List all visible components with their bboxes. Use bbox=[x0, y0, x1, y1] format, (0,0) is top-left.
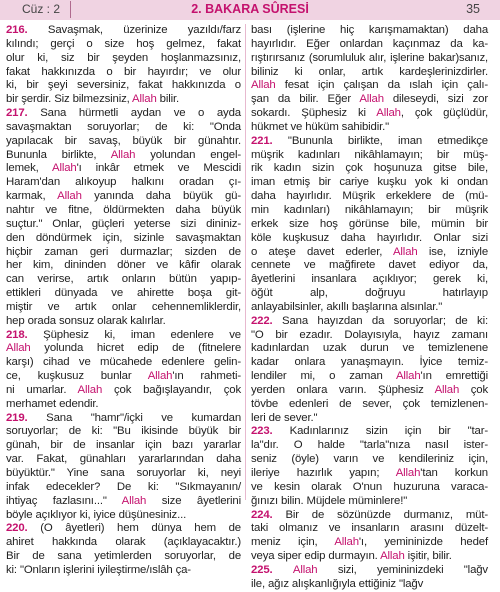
text-segment: miştir ve artık onlar cehennemliklerdir, bbox=[6, 300, 241, 313]
text-segment: hayırlıdır. Eğer onlardan kaçınmaz da ka- bbox=[251, 37, 488, 50]
text-segment: yapılacak bir savaş, büyük bir günahtır. bbox=[6, 134, 241, 147]
text-line bbox=[6, 453, 241, 467]
text-line bbox=[251, 495, 488, 509]
text-line bbox=[251, 93, 488, 107]
text-segment: Sana "hamr"/içki ve kumardan bbox=[46, 411, 242, 424]
text-segment: ce, kuşkusuz bunlar bbox=[6, 370, 148, 383]
text-segment: var. Fakat, günahları yararlarından daha bbox=[6, 453, 241, 466]
verse-number: 221. bbox=[251, 134, 288, 147]
text-line bbox=[6, 121, 241, 135]
highlighted-word: Allah bbox=[380, 550, 405, 563]
text-line bbox=[6, 522, 241, 536]
verse-number: 219. bbox=[6, 411, 47, 424]
text-line bbox=[6, 315, 241, 329]
text-line bbox=[251, 356, 488, 370]
text-segment: can verirse, artık onların bütün yapıp- bbox=[6, 273, 241, 286]
text-segment: bası (işlerine hiç karışmamaktan) daha bbox=[251, 24, 488, 36]
highlighted-word: Allah bbox=[121, 494, 147, 507]
text-line bbox=[251, 329, 488, 343]
text-segment: fakat hakkınızda o bir hayırdır; ve olur bbox=[6, 65, 241, 78]
text-segment: böyle açıklıyor ki, iyice düşünesiniz... bbox=[6, 508, 187, 521]
text-segment: ile, ağız alışkanlığıyla ettiğiniz "lağv bbox=[251, 577, 424, 590]
text-segment: savaşmaktan soruyorlar; de ki: "Onda bbox=[6, 120, 241, 133]
text-line bbox=[251, 176, 488, 190]
highlighted-word: Allah bbox=[77, 383, 103, 396]
text-segment: bir şerdir. Siz bilmezsiniz, bbox=[6, 93, 133, 106]
surah-title: 2. BAKARA SÛRESİ bbox=[191, 2, 309, 16]
text-line bbox=[6, 218, 241, 232]
text-line bbox=[251, 38, 488, 52]
verse-number: 225. bbox=[251, 563, 293, 576]
highlighted-word: Allah bbox=[251, 79, 276, 92]
text-segment: hep orada sonsuz olarak kalırlar. bbox=[6, 314, 166, 327]
text-line bbox=[6, 301, 241, 315]
text-line bbox=[251, 301, 488, 315]
text-line bbox=[251, 425, 488, 439]
text-line bbox=[6, 425, 241, 439]
text-line bbox=[251, 273, 488, 287]
text-line bbox=[6, 287, 241, 301]
highlighted-word: Allah bbox=[334, 536, 359, 549]
text-line bbox=[251, 370, 488, 384]
text-line bbox=[6, 564, 241, 578]
text-line bbox=[6, 135, 241, 149]
text-segment: suçtur." Onlar, güçleri yeterse sizi dininiz- bbox=[6, 217, 241, 230]
juz-label: Cüz : 2 bbox=[22, 2, 61, 16]
text-segment: ettikleri dünyada ve ahirette boşa git- bbox=[6, 287, 241, 300]
text-segment: 'ı inkâr etmek ve Mescidi bbox=[76, 162, 241, 175]
text-line bbox=[6, 79, 241, 93]
text-segment: infak edecekler? De ki: "Sıkmayanın/ bbox=[6, 480, 241, 493]
text-segment: ki: "Onların işlerini iyileştirme/ıslâh ça- bbox=[6, 563, 191, 576]
text-line bbox=[251, 315, 488, 329]
text-segment: 'ın rahmeti- bbox=[172, 370, 241, 383]
text-segment: Sana hayızdan da soruyorlar; de ki: bbox=[282, 314, 488, 327]
highlighted-word: Allah bbox=[57, 190, 82, 203]
text-line bbox=[251, 550, 488, 564]
text-line bbox=[6, 38, 241, 52]
text-segment: kadar onlara yanaşmayın. İyice temiz- bbox=[251, 356, 488, 369]
text-segment: o ateşe davet ederler, bbox=[251, 245, 393, 258]
text-line bbox=[251, 162, 488, 176]
text-segment: ki, bir şeyi seversiniz, fakat hakkınızda o bbox=[6, 79, 241, 92]
text-line bbox=[6, 412, 241, 426]
highlighted-word: Allah bbox=[434, 383, 460, 396]
text-segment: min kadınları) nikâhlamayın; bir müşrik bbox=[251, 203, 488, 216]
highlighted-word: Allah bbox=[395, 370, 421, 383]
text-line bbox=[251, 522, 488, 536]
highlighted-word: Allah bbox=[376, 107, 401, 120]
text-segment: müşrik kadınları nikâhlamayın; bir müş- bbox=[251, 148, 488, 161]
text-segment: ve kesin olarak O'nun huzuruna varaca- bbox=[251, 480, 488, 493]
text-segment: Haram'dan alıkoyup halkını oradan çı- bbox=[6, 176, 241, 189]
verse-number: 220. bbox=[6, 522, 41, 535]
text-segment: karşı) cihad ve mücahede edenlere gelin- bbox=[6, 356, 241, 369]
text-line bbox=[6, 162, 241, 176]
text-segment: den döndürmek için, sizinle savaşmaktan bbox=[6, 231, 241, 244]
text-segment: yanında daha büyük gü- bbox=[81, 190, 241, 203]
text-line bbox=[6, 204, 241, 218]
text-line bbox=[251, 398, 488, 412]
text-segment: köle kuşkusuz daha hayırlıdır. Onlar sizi bbox=[251, 231, 488, 244]
text-segment: "O bir ezadır. Dolayısıyla, hayız zamanı bbox=[251, 328, 488, 341]
text-line bbox=[6, 93, 241, 107]
text-segment: ahiret hakkında olarak (açıklayacaktır.) bbox=[6, 536, 241, 549]
text-line bbox=[251, 218, 488, 232]
text-line bbox=[251, 190, 488, 204]
text-line bbox=[251, 439, 488, 453]
text-segment: kadınlardan uzak durun ve temizlenene bbox=[251, 342, 488, 355]
text-line bbox=[6, 481, 241, 495]
text-segment: ni umarlar. bbox=[6, 383, 78, 396]
text-segment: biliniz ki onlar, artık kardeşlerinizdirler. bbox=[251, 65, 488, 78]
text-segment: Bununla birlikte, bbox=[6, 148, 111, 161]
text-segment: çok bbox=[459, 383, 488, 396]
text-segment: leri de sever." bbox=[251, 411, 318, 424]
text-segment: soruyorlar; de ki: "Bu ikisinde büyük bir bbox=[6, 425, 241, 438]
text-line bbox=[251, 52, 488, 66]
text-line bbox=[6, 149, 241, 163]
text-line bbox=[251, 467, 488, 481]
text-segment: tövbe edenleri de sever, çok temizlenen- bbox=[251, 397, 488, 410]
text-segment: merhamet edendir. bbox=[6, 397, 99, 410]
text-line bbox=[6, 107, 241, 121]
column-divider bbox=[245, 24, 246, 500]
highlighted-word: Allah bbox=[395, 467, 421, 479]
text-segment: bilir. bbox=[156, 93, 180, 106]
text-segment: olur ki, siz bir şeyden hoşlanmazsınız, bbox=[6, 51, 241, 64]
text-segment: işitir, bilir. bbox=[404, 550, 452, 563]
text-segment: nahtır ve fitne, öldürmekten daha büyük bbox=[6, 203, 241, 216]
text-segment: fesat için çalışan da ıslah için çalı- bbox=[275, 79, 488, 92]
text-segment: hiçbir zaman geri durmazlar; sizden de bbox=[6, 245, 241, 258]
text-line bbox=[251, 246, 488, 260]
text-segment: ihtiyaç fazlasını..." bbox=[6, 494, 122, 507]
text-line bbox=[6, 259, 241, 273]
text-line bbox=[6, 356, 241, 370]
page-header bbox=[0, 0, 500, 20]
text-segment: iman etmiş bir cariye kuşku yok ki ondan bbox=[251, 176, 488, 189]
text-segment: yolunda hicret edip de (fitnelere bbox=[30, 342, 241, 355]
highlighted-word: Allah bbox=[52, 162, 77, 175]
highlighted-word: Allah bbox=[110, 148, 136, 161]
text-line bbox=[251, 121, 488, 135]
text-line bbox=[6, 52, 241, 66]
text-line bbox=[251, 412, 488, 426]
text-segment: anlayabilsinler, akıllı başlarına alsınlar." bbox=[251, 300, 443, 313]
text-line bbox=[251, 79, 488, 93]
text-line bbox=[6, 384, 241, 398]
text-line bbox=[6, 509, 241, 523]
text-segment: sokardı. Şüphesiz ki bbox=[251, 107, 377, 120]
text-line bbox=[251, 149, 488, 163]
page-number: 35 bbox=[466, 2, 480, 16]
text-segment: lendiler mi, o zaman bbox=[251, 370, 396, 383]
text-line bbox=[251, 287, 488, 301]
verse-number: 224. bbox=[251, 508, 286, 521]
text-segment: Savaşmak, üzerinize yazıldı/farz bbox=[47, 24, 242, 36]
text-line bbox=[6, 24, 241, 38]
text-segment: kılındı; gerçi o size hoş gelmez, fakat bbox=[6, 37, 241, 50]
text-segment: rıştırırsanız (sorumluluk alır, işlerine bakar)sanız, bbox=[251, 51, 488, 64]
text-line bbox=[251, 232, 488, 246]
verse-number: 216. bbox=[6, 24, 48, 36]
text-segment: dileseydi, sizi zor bbox=[383, 93, 488, 106]
text-segment: meniz için, bbox=[251, 536, 335, 549]
text-segment: Bir de sana yetimlerden soruyorlar, de bbox=[6, 550, 241, 563]
text-segment: ileriye hazırlık yapın; bbox=[251, 467, 396, 479]
text-segment: öğüt alp, doğruyu hatırlayıp bbox=[251, 287, 488, 300]
text-segment: âyetlerini insanlara açıklıyor; gerek ki, bbox=[251, 273, 488, 286]
text-segment: veya siper edip durmayın. bbox=[251, 550, 381, 563]
text-line bbox=[251, 578, 488, 592]
text-segment: büyüktür." Yine sana soruyorlar ki, neyi bbox=[6, 467, 241, 479]
text-line bbox=[251, 481, 488, 495]
text-line bbox=[251, 259, 488, 273]
text-segment: sizi, yemininizdeki "lağv bbox=[317, 563, 488, 576]
header-separator bbox=[70, 1, 71, 18]
verse-number: 222. bbox=[251, 314, 282, 327]
text-line bbox=[251, 509, 488, 523]
text-line bbox=[251, 342, 488, 356]
text-segment: seniz (öyle) varın ve kendileriniz için, bbox=[251, 453, 488, 466]
text-line bbox=[6, 495, 241, 509]
text-segment: Bir de sözünüzde durmanız, müt- bbox=[285, 508, 489, 521]
text-line bbox=[251, 24, 488, 38]
verse-number: 218. bbox=[6, 328, 44, 341]
text-segment: 'ın emrettiği bbox=[420, 370, 489, 383]
text-line bbox=[6, 398, 241, 412]
text-line bbox=[251, 107, 488, 121]
text-segment: taki olmanız ve insanların arasını düzelt- bbox=[251, 522, 488, 535]
text-segment: hükmet ve hüküm sahibidir." bbox=[251, 120, 390, 133]
text-segment: 'tan korkun bbox=[420, 467, 488, 479]
text-line bbox=[6, 439, 241, 453]
text-line bbox=[251, 384, 488, 398]
text-line bbox=[251, 536, 488, 550]
text-segment: ise, izniyle bbox=[417, 245, 489, 258]
text-segment: günah, bir de insanlar için bazı yararlar bbox=[6, 439, 241, 452]
highlighted-word: Allah bbox=[6, 342, 31, 355]
text-segment: Şüphesiz ki, iman edenlere ve bbox=[43, 328, 241, 341]
text-segment: , çok güçlüdür, bbox=[400, 107, 488, 120]
text-line bbox=[6, 232, 241, 246]
text-line bbox=[6, 66, 241, 80]
text-segment: şan da bilir. Eğer bbox=[251, 93, 360, 106]
text-line bbox=[6, 370, 241, 384]
text-segment: Kadınlarınız sizin için bir "tar- bbox=[289, 425, 488, 438]
text-segment: her kim, dininden döner ve kâfir olarak bbox=[6, 259, 241, 272]
text-line bbox=[6, 467, 241, 481]
highlighted-word: Allah bbox=[292, 563, 318, 576]
text-segment: (O âyetleri) hem dünya hem de bbox=[40, 522, 241, 535]
text-segment: yerden onlara varın. Şüphesiz bbox=[251, 383, 435, 396]
text-line bbox=[6, 273, 241, 287]
text-line bbox=[251, 453, 488, 467]
verse-number: 223. bbox=[251, 425, 290, 438]
verse-number: 217. bbox=[6, 107, 41, 120]
text-line bbox=[6, 342, 241, 356]
highlighted-word: Allah bbox=[147, 370, 173, 383]
text-segment: yolundan engel- bbox=[135, 148, 241, 161]
text-line bbox=[251, 135, 488, 149]
text-segment: rik kadın sizin çok hoşunuza gitse bile, bbox=[251, 162, 488, 175]
text-line bbox=[251, 66, 488, 80]
text-segment: "Bununla birlikte, iman etmedikçe bbox=[287, 134, 488, 147]
text-segment: lemek, bbox=[6, 162, 52, 175]
text-segment: 'ı, yemininizde hedef bbox=[358, 536, 488, 549]
text-segment: Sana hürmetli aydan ve o ayda bbox=[40, 107, 241, 120]
text-segment: daha hayırlıdır. Müşrik erkeklere de (mü- bbox=[251, 190, 488, 203]
text-segment: ğınızı bilin. Müjdele müminlere!" bbox=[251, 494, 408, 507]
text-line bbox=[251, 204, 488, 218]
left-text-column bbox=[6, 24, 242, 576]
text-line bbox=[6, 329, 241, 343]
text-segment: erkek size hoş görünse bile, mümin bir bbox=[251, 217, 488, 230]
highlighted-word: Allah bbox=[132, 93, 157, 106]
text-line bbox=[6, 246, 241, 260]
text-segment: karmak, bbox=[6, 190, 58, 203]
text-segment: çok bağışlayandır, çok bbox=[102, 383, 241, 396]
text-line bbox=[6, 190, 241, 204]
text-line bbox=[251, 564, 488, 578]
text-segment: la"dır. O halde "tarla"nıza nasıl ister- bbox=[251, 439, 488, 452]
text-segment: cennete ve mağfirete davet ediyor da, bbox=[251, 259, 488, 272]
right-text-column bbox=[251, 24, 489, 590]
text-line bbox=[6, 550, 241, 564]
text-line bbox=[6, 176, 241, 190]
text-line bbox=[6, 536, 241, 550]
highlighted-word: Allah bbox=[359, 93, 384, 106]
text-segment: size âyetlerini bbox=[146, 494, 241, 507]
highlighted-word: Allah bbox=[392, 245, 418, 258]
